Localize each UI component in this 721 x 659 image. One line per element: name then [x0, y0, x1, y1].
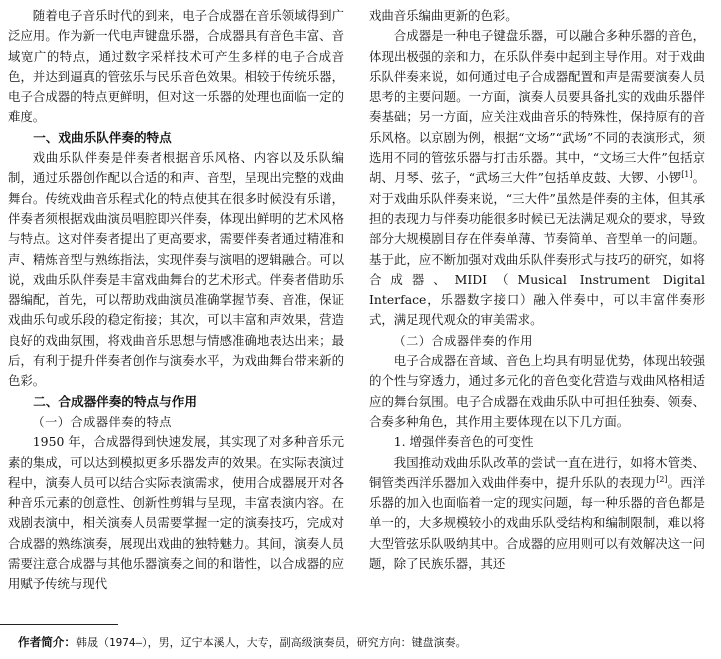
body-text: 合成器是一种电子键盘乐器，可以融合多种乐器的音色，体现出极强的亲和力，在乐队伴奏中起到主导作用。对于戏曲乐队伴奏来说，如何通过电子合成器配置和声是需要演奏人员思考的主要问题。一方面，演奏人员要具备扎实的戏曲乐器伴奏基础；另一方面，应关注戏曲音乐的特殊性，保持原有的音乐风格。以京剧为例，根据“文场”“武场”不同的表演形式，须选用不同的管弦乐器与打击乐器。其中，“文场三大件”包括京胡、月琴、弦子，“武场三大件”包括单皮鼓、大锣、小锣 [369, 28, 705, 186]
intro-paragraph: 随着电子音乐时代的到来，电子合成器在音乐领域得到广泛应用。作为新一代电声键盘乐器，合成器具有音色丰富、音域宽广的特点，通过数字采样技术可产生多样的电子合成音色，并达到逼真的管弦乐与民乐音色效果。相较于传统乐器，电子合成器的特点更鲜明，但对这一乐器的处理也面临一定的难度。 [8, 8, 344, 125]
subsection-heading-2: （二）合成器伴奏的作用 [393, 333, 533, 348]
continued-paragraph: 戏曲音乐编曲更新的色彩。 [369, 8, 518, 23]
citation-ref: [1] [681, 170, 693, 180]
footnote-divider [0, 624, 118, 625]
body-paragraph: 1950 年，合成器得到快速发展，其实现了对多种音乐元素的集成，可以达到模拟更多乐器发声的效果。在实际表演过程中，演奏人员可以结合实际表演需求，使用合成器展开对各种音乐元素的创意性、创新性剪辑与呈现，丰富表演内容。在戏剧表演中，相关演奏人员需要掌握一定的演奏技巧，完成对合成器的熟练演奏，展现出戏曲的独特魅力。其间，演奏人员需要注意合成器与其他乐器演奏之间的和谐性，以合成器的应用赋予传统与现代 [8, 434, 344, 592]
subsubsection-heading: 1. 增强伴奏音色的可变性 [393, 434, 534, 450]
body-paragraph: 戏曲乐队伴奏是伴奏者根据音乐风格、内容以及乐队编制，通过乐器创作配以合适的和声、音型，呈现出完整的戏曲舞台。传统戏曲音乐程式化的特点使其在很多时候没有乐谱，伴奏者须根据戏曲演员唱腔即兴伴奏，体现出鲜明的艺术风格与特点。这对伴奏者提出了更高要求，需要伴奏者通过精准和声、精炼音型与熟练指法，实现伴奏与演唱的逻辑融合。可以说，戏曲乐队伴奏是丰富戏曲舞台的艺术形式。伴奏者借助乐器编配，首先，可以帮助戏曲演员准确掌握节奏、音准，保证戏曲乐句或乐段的稳定衔接；其次，可以丰富和声效果，营造良好的戏曲氛围，将戏曲音乐思想与情感准确地表达出来；最后，有利于提升伴奏者创作与演奏水平，为戏曲舞台带来新的色彩。 [8, 150, 344, 389]
citation-ref: [2] [656, 474, 668, 484]
body-text: 。对于戏曲乐队伴奏来说，“三大件”虽然是伴奏的主体，但其承担的表现力与伴奏功能很多时候已无法满足观众的要求，导致部分大规模剧目存在伴奏单薄、节奏简单、音型单一的问题。基于此，应不断加强对戏曲乐队伴奏形式与技巧的研究，如将合成器、MIDI（Musical Instrument Digital Interface，乐器数字接口）融入伴奏中，可以丰富伴奏形式，满足现代观众的审美需求。 [369, 170, 706, 328]
section-heading-2: 二、合成器伴奏的特点与作用 [33, 393, 197, 409]
body-paragraph: 电子合成器在音域、音色上均具有明显优势，体现出较强的个性与穿透力，通过多元化的音色变化营造与戏曲风格相适应的舞台氛围。电子合成器在戏曲乐队中可担任独奏、领奏、合奏多种角色，其作用主要体现在以下几方面。 [369, 353, 705, 429]
footnote-label: 作者简介： [18, 635, 76, 649]
left-column [8, 6, 344, 595]
body-paragraph [369, 26, 705, 330]
right-column [369, 6, 705, 574]
subsection-heading-1: （一）合成器伴奏的特点 [32, 414, 172, 429]
footnote-text: 韩晟（1974—），男，辽宁本溪人，大专，副高级演奏员，研究方向：键盘演奏。 [75, 636, 467, 649]
author-footnote [18, 634, 708, 651]
body-text: 。西洋乐器的加入也面临着一定的现实问题，每一种乐器的音色都是单一的，大多规模较小的戏曲乐队受结构和编制限制，难以将大型管弦乐队吸纳其中。合成器的应用则可以有效解决这一问题，除了民族乐器，其还 [369, 474, 706, 572]
section-heading-1: 一、戏曲乐队伴奏的特点 [33, 129, 172, 145]
body-text: 我国推动戏曲乐队改革的尝试一直在进行，如将木管类、铜管类西洋乐器加入戏曲伴奏中，提升乐队的表现力 [369, 454, 705, 490]
body-paragraph [369, 453, 705, 575]
